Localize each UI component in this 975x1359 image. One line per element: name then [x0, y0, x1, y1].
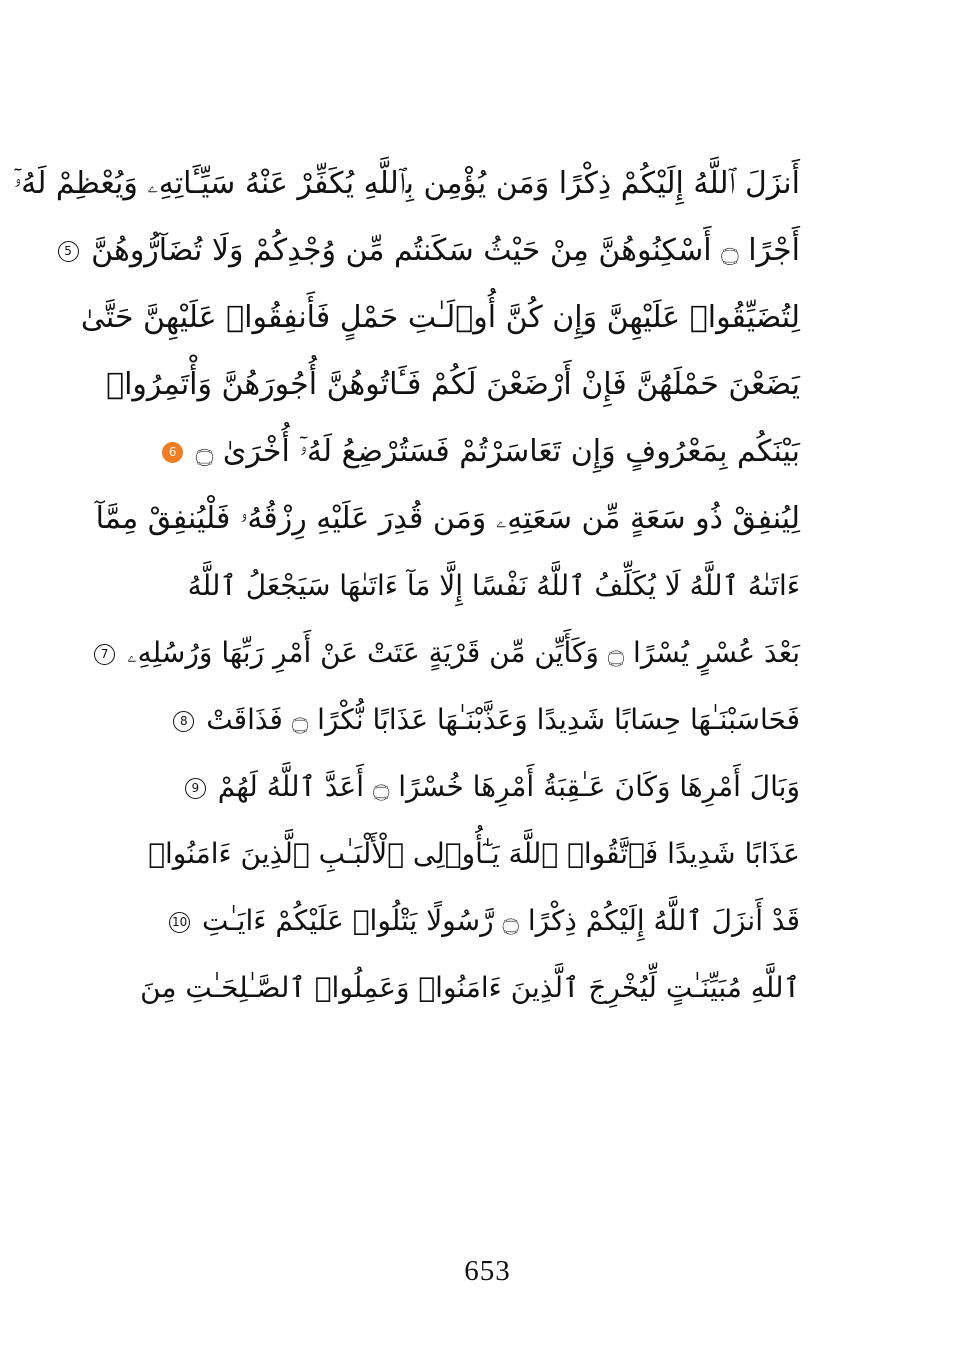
quran-line	[148, 820, 800, 887]
quran-text-block	[13, 150, 800, 1140]
page-number: 653	[464, 1255, 511, 1287]
quran-line	[95, 485, 800, 552]
quran-line	[80, 284, 800, 351]
aya-marker: 7	[94, 644, 115, 665]
quran-line	[171, 887, 800, 954]
quran-line	[168, 418, 800, 485]
quran-line-text: ءَاتَىٰهُ ٱللَّهُ لَا يُكَلِّفُ ٱللَّهُ نَفْسًا إِلَّا مَآ ءَاتَىٰهَا سَيَجْعَلُ ٱللَّهُ	[187, 569, 800, 602]
quran-line	[64, 217, 800, 284]
quran-line	[140, 954, 800, 1021]
quran-line	[187, 552, 800, 619]
aya-marker-highlighted: 6	[162, 442, 183, 463]
quran-line-text: أَنزَلَ ٱللَّهُ إِلَيْكُمْ ذِكْرًا وَمَن يُؤْمِن بِٱللَّهِ يُكَفِّرْ عَنْهُ سَيِّـَٔاتِهِۦ وَيُعْظِمْ لَهُۥٓ	[13, 166, 800, 201]
quran-line-text: لِتُضَيِّقُوا۟ عَلَيْهِنَّ وَإِن كُنَّ أُو۟لَـٰتِ حَمْلٍ فَأَنفِقُوا۟ عَلَيْهِنَّ حَتَّىٰ	[80, 300, 800, 335]
quran-line-text: وَبَالَ أَمْرِهَا وَكَانَ عَـٰقِبَةُ أَمْرِهَا خُسْرًا ۝ أَعَدَّ ٱللَّهُ لَهُمْ	[217, 770, 800, 803]
aya-marker: 8	[173, 711, 194, 732]
page-right-margin	[967, 0, 975, 1359]
quran-line-text: أَجْرًا ۝ أَسْكِنُوهُنَّ مِنْ حَيْثُ سَكَنتُم مِّن وُجْدِكُمْ وَلَا تُضَآرُّوهُنَّ	[91, 233, 800, 268]
quran-line-text: عَذَابًا شَدِيدًا فَٱتَّقُوا۟ ٱللَّهَ يَـٰٓأُو۟لِى ٱلْأَلْبَـٰبِ ٱلَّذِينَ ءَامَنُوا۟	[148, 837, 800, 870]
page-left-margin	[0, 0, 8, 1359]
quran-line-text: لِيُنفِقْ ذُو سَعَةٍ مِّن سَعَتِهِۦ وَمَن قُدِرَ عَلَيْهِ رِزْقُهُۥ فَلْيُنفِقْ مِمَّآ	[95, 501, 800, 536]
quran-line	[106, 351, 800, 418]
quran-line-text: فَحَاسَبْنَـٰهَا حِسَابًا شَدِيدًا وَعَذَّبْنَـٰهَا عَذَابًا نُّكْرًا ۝ فَذَاقَتْ	[206, 703, 800, 736]
quran-line-text: ٱللَّهِ مُبَيِّنَـٰتٍ لِّيُخْرِجَ ٱلَّذِينَ ءَامَنُوا۟ وَعَمِلُوا۟ ٱلصَّـٰلِحَـٰتِ مِنَ	[140, 971, 800, 1004]
quran-line-text: يَضَعْنَ حَمْلَهُنَّ فَإِنْ أَرْضَعْنَ لَكُمْ فَـَٔاتُوهُنَّ أُجُورَهُنَّ وَأْتَمِرُوا۟	[106, 367, 800, 402]
quran-line-text: بَيْنَكُم بِمَعْرُوفٍ وَإِن تَعَاسَرْتُمْ فَسَتُرْضِعُ لَهُۥٓ أُخْرَىٰ ۝	[195, 434, 800, 469]
aya-marker: 5	[58, 241, 79, 262]
aya-marker: 9	[185, 778, 206, 799]
aya-marker: 10	[169, 912, 190, 933]
quran-line-text: بَعْدَ عُسْرٍ يُسْرًا ۝ وَكَأَيِّن مِّن قَرْيَةٍ عَتَتْ عَنْ أَمْرِ رَبِّهَا وَرُسُلِهِۦ	[127, 636, 800, 669]
quran-line	[179, 686, 800, 753]
quran-line	[191, 753, 800, 820]
quran-line	[100, 619, 800, 686]
quran-line	[13, 150, 800, 217]
quran-line-text: قَدْ أَنزَلَ ٱللَّهُ إِلَيْكُمْ ذِكْرًا ۝ رَّسُولًا يَتْلُوا۟ عَلَيْكُمْ ءَايَـٰتِ	[201, 904, 800, 937]
